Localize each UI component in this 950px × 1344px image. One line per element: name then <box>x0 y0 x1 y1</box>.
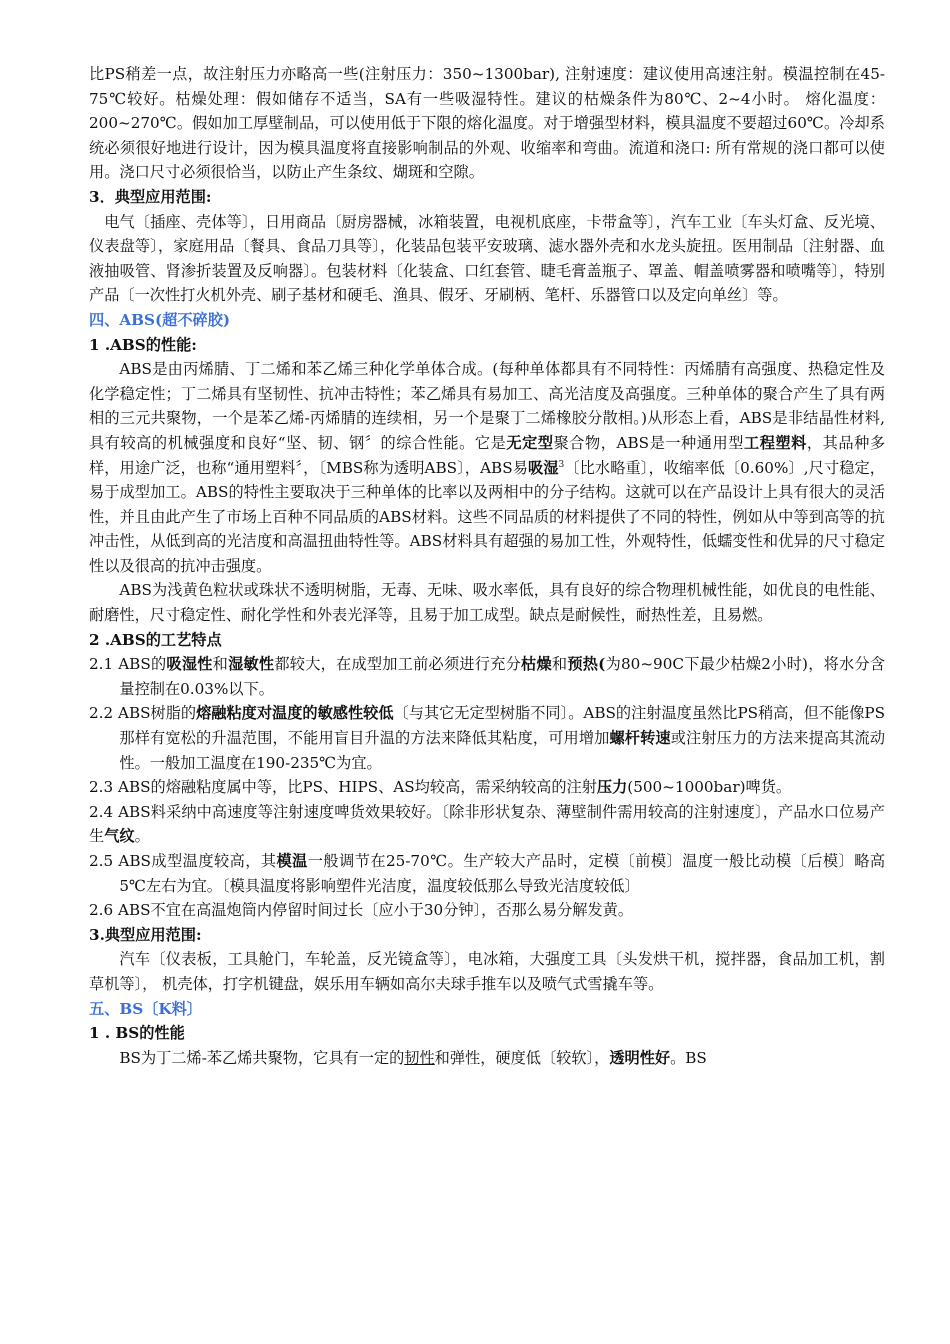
text-run: 和 <box>212 655 229 674</box>
paragraph-abs-applications: 汽车〔仪表板，工具舱门，车轮盖，反光镜盒等〕，电冰箱，大强度工具〔头发烘干机，搅拌器，食品加工机，割草机等〕， 机壳体，打字机键盘，娱乐用车辆如高尔夫球手推车以及喷气式雪撬车等。 <box>89 950 885 993</box>
list-item-2-2 <box>89 701 885 775</box>
bold-term: 模温 <box>276 852 308 870</box>
text-run: ，其品种多样，用途广泛，也称“通用塑料〞，〔MBS称为透明ABS〕，ABS易 <box>89 433 886 477</box>
bold-term: 吸湿性 <box>166 655 213 674</box>
list-item-2-3 <box>89 775 885 800</box>
bold-term: 压力 <box>596 778 628 797</box>
bold-term-amorphous: 无定型 <box>506 433 554 452</box>
heading-abs-properties: 1 .ABS的性能: <box>89 335 197 354</box>
list-item-2-4 <box>89 800 885 849</box>
bold-term: 预热( <box>567 655 606 674</box>
section-heading-abs: 四、ABS(超不碎胶) <box>89 310 231 329</box>
bold-term: 气纹 <box>104 827 135 846</box>
text-run: 2.1 ABS的 <box>89 655 167 674</box>
text-run: 和弹性，硬度低〔较软〕， <box>434 1048 610 1067</box>
paragraph-abs-appearance: ABS为浅黄色粒状或珠状不透明树脂，无毒、无味、吸水率低，具有良好的综合物理机械性能，如优良的电性能、耐磨性，尺寸稳定性、耐化学性和外表光泽等，且易于加工成型。缺点是耐候性，耐热性差，且易燃。 <box>89 581 885 625</box>
heading-bs-properties: 1 . BS的性能 <box>89 1024 185 1043</box>
superscript-note: 3 <box>558 459 565 470</box>
text-run: 2.2 ABS树脂的 <box>89 704 197 723</box>
bold-term: 熔融粘度对温度的敏感性较低 <box>196 704 394 723</box>
bold-term: 透明性好 <box>609 1048 671 1067</box>
text-run: 。BS <box>670 1048 707 1067</box>
bold-term: 螺杆转速 <box>609 729 671 748</box>
text-run: 〔比水略重〕，收缩率低〔0.60%〕,尺寸稳定，易于成型加工。ABS的特性主要取决于三种单体的比率以及两相中的分子结构。这就可以在产品设计上具有很大的灵活性，并且由此产生了市场上百种不同品质的ABS材料。这些不同品质的材料提供了不同的特性，例如从中等到高等的抗冲击性，从低到高的光洁度和高温扭曲特性等。ABS材料具有超强的易加工性，外观特性，低蠕变性和优异的尺寸稳定性以及很高的抗冲击强度。 <box>89 458 885 575</box>
text-run: 2.3 ABS的熔融粘度属中等，比PS、HIPS、AS均较高，需采纳较高的注射 <box>89 778 597 797</box>
heading-typical-applications-sa: 3．典型应用范围: <box>89 187 212 206</box>
bold-term: 湿敏性 <box>228 655 275 674</box>
text-run: ABS是由丙烯腈、丁二烯和苯乙烯三种化学单体合成。(每种单体都具有不同特性：丙烯腈有高强度、热稳定性及化学稳定性；丁二烯具有坚韧性、抗冲击特性；苯乙烯具有易加工、高光洁度及高强度。三种单体的聚合产生了具有两相的三元共聚物，一个是苯乙烯-丙烯腈的连续相，另一个是聚丁二烯橡胶分散相。)从形态上看，ABS是非结晶性材料,具有较高的机械强度和良好“坚、韧、钢〞的综合性能。它是 <box>89 360 885 452</box>
text-run: 2.4 ABS料采纳中高速度等注射速度啤货效果较好。〔除非形状复杂、薄壁制件需用较高的注射速度〕，产品水口位易产生 <box>89 802 885 846</box>
text-run: 聚合物，ABS是一种通用型 <box>553 433 744 452</box>
list-item-2-5 <box>89 849 885 898</box>
text-run: 为80~90C下最少枯燥2小时)，将水分含量控制在0.03%以下。 <box>119 655 886 698</box>
text-run: 一般调节在25-70℃。生产较大产品时，定模〔前模〕温度一般比动模〔后模〕略高5℃左右为宜。〔模具温度将影响塑件光洁度，温度较低那么导致光洁度较低〕 <box>119 852 886 895</box>
text-run: 都较大，在成型加工前必须进行充分 <box>274 655 522 674</box>
text-run: BS为丁二烯-苯乙烯共聚物，它具有一定的 <box>119 1048 405 1067</box>
text-run: 2.5 ABS成型温度较高，其 <box>89 852 277 870</box>
text-run: 和 <box>551 655 568 674</box>
section-heading-bs: 五、BS〔K料〕 <box>89 999 202 1018</box>
paragraph-applications-sa: 电气〔插座、壳体等〕，日用商品〔厨房器械，冰箱装置，电视机底座，卡带盒等〕，汽车工业〔车头灯盒、反光境、仪表盘等〕，家庭用品〔餐具、食品刀具等〕，化装品包装平安玻璃、滤水器外壳和水龙头旋扭。医用制品〔注射器、血液抽吸管、肾渗折装置及反响器〕。包装材料〔化装盒、口红套管、睫毛膏盖瓶子、罩盖、帽盖喷雾器和喷嘴等〕，特别产品〔一次性打火机外壳、刷子基材和硬毛、渔具、假牙、牙刷柄、笔杆、乐器管口以及定向单丝〕等。 <box>89 212 885 305</box>
paragraph-bs-properties <box>89 1046 885 1071</box>
text-run: 。 <box>134 827 150 846</box>
bold-term: 枯燥 <box>521 655 552 674</box>
paragraph-intro: 比PS稍差一点，故注射压力亦略高一些(注射压力：350~1300bar), 注射速度：建议使用高速注射。模温控制在45-75℃较好。枯燥处理：假如储存不适当，SA有一些吸湿特性。建议的枯燥条件为80℃、2~4小时。 熔化温度：200~270℃。假如加工厚壁制品，可以使用低于下限的熔化温度。对于增强型材料，模具温度不要超过60℃。冷却系统必须很好地进行设计，因为模具温度将直接影响制品的外观、收缩率和弯曲。流道和浇口: 所有常规的浇口都可以使用。浇口尺寸必须很恰当，以防止产生条纹、煳斑和空隙。 <box>89 65 885 182</box>
text-run: 〔与其它无定型树脂不同〕。ABS的注射温度虽然比PS稍高，但不能像PS那样有宽松的升温范围，不能用盲目升温的方法来降低其粘度，可用增加 <box>119 704 886 748</box>
heading-abs-process: 2 .ABS的工艺特点 <box>89 630 222 649</box>
text-run: 或注射压力的方法来提高其流动性。一般加工温度在190-235℃为宜。 <box>119 729 886 772</box>
list-item-2-6: 2.6 ABS不宜在高温炮筒内停留时间过长〔应小于30分钟〕，否那么易分解发黄。 <box>89 901 634 920</box>
bold-term-engineering-plastic: 工程塑料 <box>743 433 807 452</box>
text-run: (500~1000bar)啤货。 <box>627 778 792 797</box>
document-page <box>89 62 885 1070</box>
underlined-term: 韧性 <box>404 1048 435 1067</box>
heading-abs-applications: 3.典型应用范围: <box>89 925 202 944</box>
list-item-2-1 <box>89 652 885 701</box>
paragraph-abs-properties <box>89 357 885 578</box>
bold-term-hygroscopic: 吸湿 <box>527 458 559 477</box>
